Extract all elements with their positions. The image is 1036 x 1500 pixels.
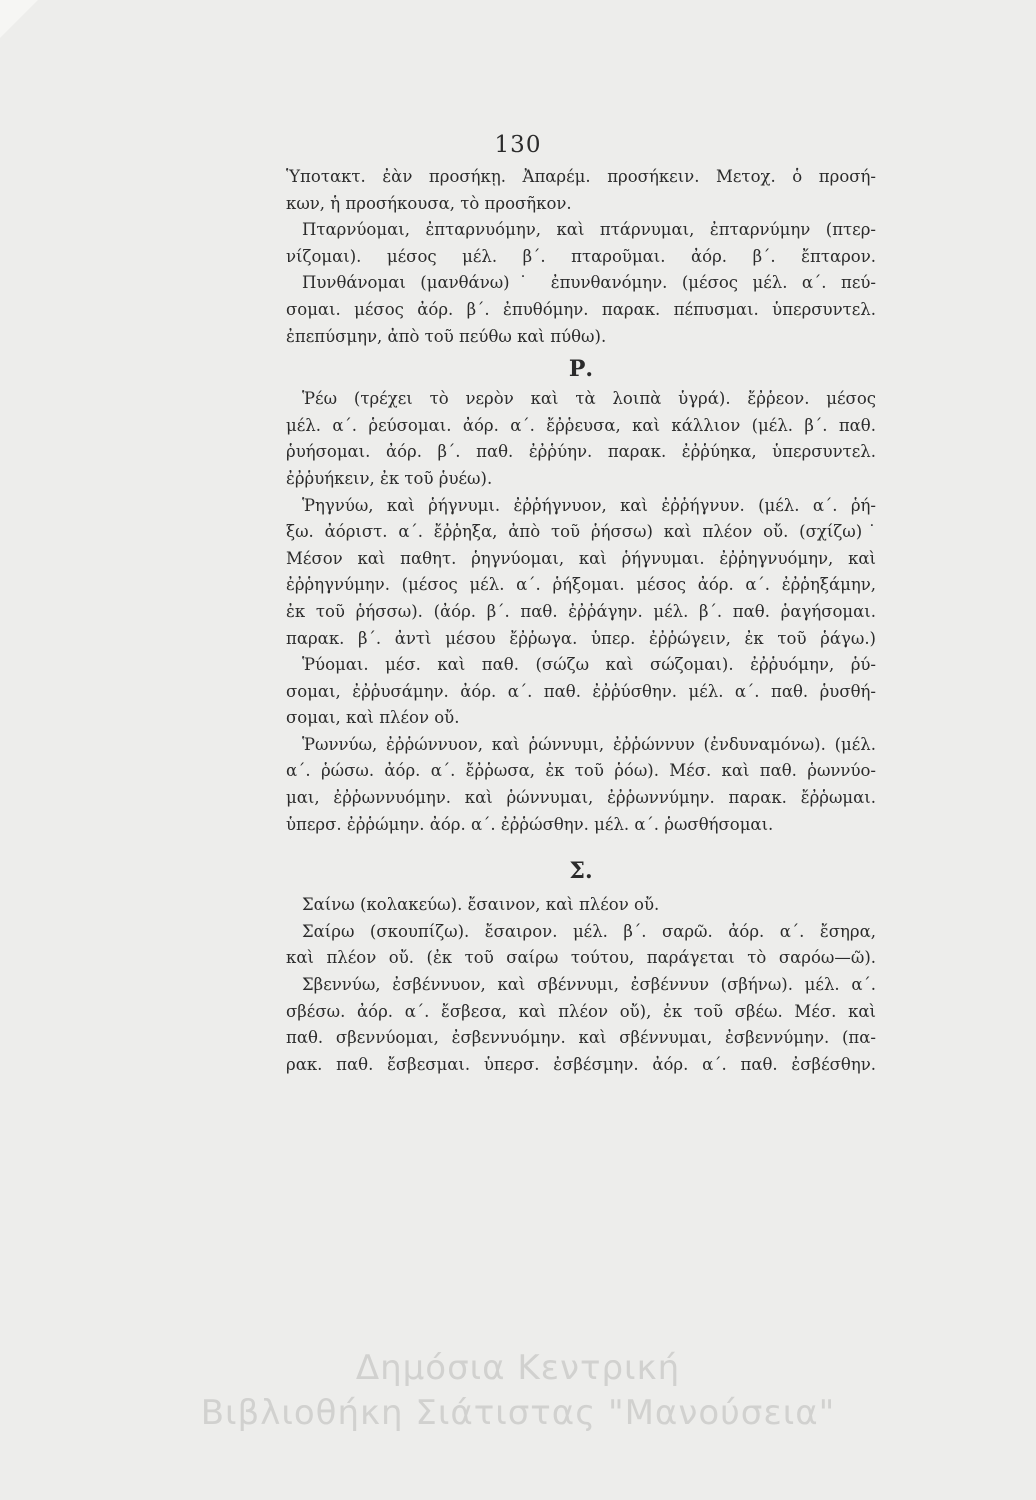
text-line: καὶ πλέον οὔ. (ἐκ τοῦ σαίρω τούτου, παράγεται τὸ σαρόω—ῶ). (286, 948, 876, 968)
text-line: σομαι, καὶ πλέον οὔ. (286, 708, 460, 728)
text-line: Ῥύομαι. μέσ. καὶ παθ. (σώζω καὶ σώζομαι). ἐῤῥυόμην, ῥύ- (302, 655, 876, 675)
text-line: ὑπερσ. ἐῤῥώμην. ἀόρ. α΄. ἐῤῥώσθην. μέλ. α΄. ῥωσθήσομαι. (286, 814, 774, 834)
text-line: μαι, ἐῤῥωννυόμην. καὶ ῥώννυμαι, ἐῤῥωννύμην. παρακ. ἔῤῥωμαι. (286, 788, 876, 808)
text-line: Σαίρω (σκουπίζω). ἔσαιρον. μέλ. β΄. σαρῶ. ἀόρ. α΄. ἔσηρα, (302, 921, 876, 941)
text-line: μέλ. α΄. ῥεύσομαι. ἀόρ. α΄. ἔῤῥευσα, καὶ κάλλιον (μέλ. β΄. παθ. (286, 415, 876, 435)
text-line: ξω. ἀόριστ. α΄. ἔῤῥηξα, ἀπὸ τοῦ ῥήσσω) καὶ πλέον οὔ. (σχίζω)˙ (286, 522, 876, 542)
text-line: Ῥηγνύω, καὶ ῥήγνυμι. ἐῤῥήγνυον, καὶ ἐῤῥήγνυν. (μέλ. α΄. ῥή- (302, 495, 876, 515)
text-line: α΄. ῥώσω. ἀόρ. α΄. ἔῤῥωσα, ἐκ τοῦ ῥόω). Μέσ. καὶ παθ. ῥωννύο- (286, 761, 876, 781)
text-line: ἐπεπύσμην, ἀπὸ τοῦ πεύθω καὶ πύθω). (286, 326, 607, 346)
text-line: κων, ἡ προσήκουσα, τὸ προσῆκον. (286, 193, 572, 213)
text-line: παθ. σβεννύομαι, ἐσβεννυόμην. καὶ σβέννυμαι, ἐσβεννύμην. (πα- (286, 1028, 876, 1048)
text-line: Σαίνω (κολακεύω). ἔσαινον, καὶ πλέον οὔ. (302, 895, 660, 915)
library-watermark-line2: Βιβλιοθήκη Σιάτιστας "Μανούσεια" (200, 1393, 836, 1433)
text-line: σομαι, ἐῤῥυσάμην. ἀόρ. α΄. παθ. ἐῤῥύσθην. μέλ. α΄. παθ. ῥυσθή- (286, 681, 876, 701)
text-line: σομαι. μέσος ἀόρ. β΄. ἐπυθόμην. παρακ. πέπυσμαι. ὑπερσυντελ. (286, 299, 876, 319)
text-line: Σβεννύω, ἐσβέννυον, καὶ σβέννυμι, ἐσβέννυν (σβήνω). μέλ. α΄. (302, 975, 876, 995)
text-line: νίζομαι). μέσος μέλ. β΄. πταροῦμαι. ἀόρ. β΄. ἔπταρον. (286, 246, 876, 266)
text-line: παρακ. β΄. ἀντὶ μέσου ἔῤῥωγα. ὑπερ. ἐῤῥώγειν, ἐκ τοῦ ῥάγω.) (286, 628, 876, 648)
text-line: ἐῤῥηγνύμην. (μέσος μέλ. α΄. ῥήξομαι. μέσος ἀόρ. α΄. ἐῤῥηξάμην, (286, 575, 876, 595)
text-line: Ῥωννύω, ἐῤῥώννυον, καὶ ῥώννυμι, ἐῤῥώννυν (ἐνδυναμόνω). (μέλ. (302, 734, 876, 754)
text-line: ῥυήσομαι. ἀόρ. β΄. παθ. ἐῤῥύην. παρακ. ἐῤῥύηκα, ὑπερσυντελ. (286, 442, 876, 462)
text-line: Μέσον καὶ παθητ. ῥηγνύομαι, καὶ ῥήγνυμαι. ἐῤῥηγνυόμην, καὶ (286, 548, 876, 568)
text-line: ρακ. παθ. ἔσβεσμαι. ὑπερσ. ἐσβέσμην. ἀόρ. α΄. παθ. ἐσβέσθην. (286, 1054, 876, 1074)
main-text (286, 164, 876, 1078)
text-line: Ῥέω (τρέχει τὸ νερὸν καὶ τὰ λοιπὰ ὑγρά). ἔῤῥεον. μέσος (302, 389, 876, 409)
section-letter-rho: Ρ. (568, 356, 594, 383)
text-line: ἐκ τοῦ ῥήσσω). (ἀόρ. β΄. παθ. ἐῤῥάγην. μέλ. β΄. παθ. ῥαγήσομαι. (286, 601, 876, 621)
section-letter-sigma: Σ. (569, 858, 593, 885)
text-line: Πταρνύομαι, ἐπταρνυόμην, καὶ πτάρνυμαι, ἐπταρνύμην (πτερ- (302, 220, 876, 240)
page-number: 130 (494, 132, 542, 158)
paragraph-block-2 (286, 386, 876, 838)
library-watermark-line1: Δημόσια Κεντρική (355, 1348, 681, 1388)
paragraph-block-1 (286, 164, 876, 350)
text-line: σβέσω. ἀόρ. α΄. ἔσβεσα, καὶ πλέον οὔ), ἐκ τοῦ σβέω. Μέσ. καὶ (286, 1001, 876, 1021)
folded-corner (0, 0, 38, 38)
text-line: Πυνθάνομαι (μανθάνω)˙ ἐπυνθανόμην. (μέσος μέλ. α΄. πεύ- (302, 273, 876, 293)
text-line: Ὑποτακτ. ἐὰν προσήκῃ. Ἀπαρέμ. προσήκειν. Μετοχ. ὁ προσή- (286, 167, 876, 186)
text-line: ἐῤῥυήκειν, ἐκ τοῦ ῥυέω). (286, 468, 493, 488)
paragraph-block-3 (286, 892, 876, 1078)
